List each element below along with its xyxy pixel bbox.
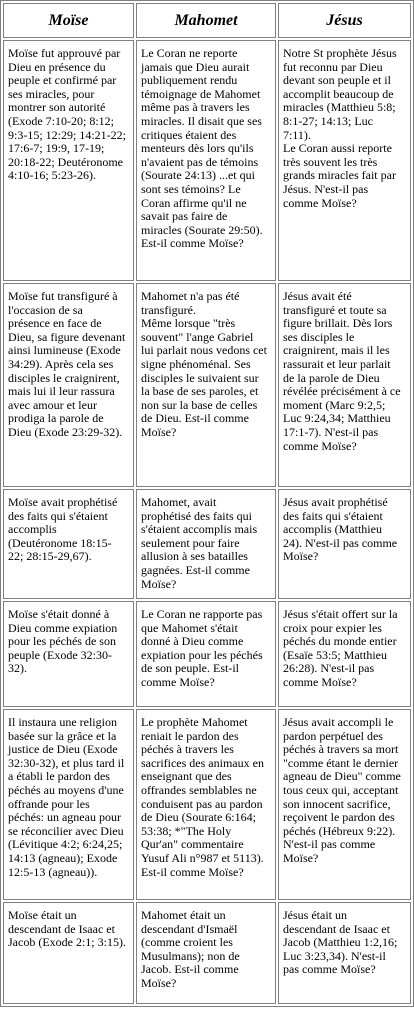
cell-mahomet: Mahomet était un descendant d'Ismaël (comme croient les Musulmans); non de Jacob. Est-il comme Moïse?: [136, 902, 276, 1004]
table-row: [3, 601, 411, 707]
cell-mahomet: Le prophète Mahomet reniait le pardon des péchés à travers les sacrifices des animaux en enseignant que des offrandes semblables ne conduisent pas au pardon de Dieu (Sourate 6:164; 53:38; *"The Holy Qur'an" commentaire Yusuf Ali n°987 et 5113). Est-il comme Moïse?: [136, 709, 276, 900]
table-row: [3, 709, 411, 900]
cell-jesus: Jésus avait été transfiguré et toute sa figure brillait. Dès lors ses disciples le craignirent, mais il les rassurait et leur parlait de la parole de Dieu révélée précisément à ce moment (Marc 9:2,5; Luc 9:24,34; Matthieu 17:1-7). N'est-il pas comme Moïse?: [278, 283, 411, 487]
cell-jesus: Jésus était un descendant de Isaac et Jacob (Matthieu 1:2,16; Luc 3:23,34). N'est-il pas comme Moïse?: [278, 902, 411, 1004]
header-mahomet: Mahomet: [136, 3, 276, 38]
cell-jesus: Notre St prophète Jésus fut reconnu par Dieu devant son peuple et il accomplit beaucoup de miracles (Matthieu 5:8; 8:1-27; 14:13; Luc 7:11). Le Coran aussi reporte très souvent les très grands miracles fait par Jésus. N'est-il pas comme Moïse?: [278, 40, 411, 281]
table-body: [3, 40, 411, 1004]
table-row: [3, 40, 411, 281]
cell-mahomet: Le Coran ne rapporte pas que Mahomet s'était donné à Dieu comme expiation pour les péchés de son peuple. Est-il comme Moïse?: [136, 601, 276, 707]
table-row: [3, 489, 411, 599]
cell-jesus: Jésus s'était offert sur la croix pour expier les péchés du monde entier (Esaïe 53:5; Matthieu 26:28). N'est-il pas comme Moïse?: [278, 601, 411, 707]
header-row: [3, 3, 411, 38]
cell-mahomet: Mahomet n'a pas été transfiguré. Même lorsque "très souvent" l'ange Gabriel lui parlait nous vedons cet signe phénoménal. Ses disciples le suivaient sur la base de ses paroles, et non sur la base de celles de Dieu. Est-il comme Moïse?: [136, 283, 276, 487]
cell-moise: Moïse fut transfiguré à l'occasion de sa présence en face de Dieu, sa figure devenant ainsi lumineuse (Exode 34:29). Après cela ses disciples le craignirent, mais lui il leur rassura avec amour et leur prodiga la parole de Dieu (Exode 23:29-32).: [3, 283, 134, 487]
header-jesus: Jésus: [278, 3, 411, 38]
cell-jesus: Jésus avait prophétisé des faits qui s'étaient accomplis (Matthieu 24). N'est-il pas comme Moïse?: [278, 489, 411, 599]
cell-moise: Il instaura une religion basée sur la grâce et la justice de Dieu (Exode 32:30-32), et plus tard il a établi le pardon des péchés au moyens d'une offrande pour les péchés: un agneau pour se réconcilier avec Dieu (Lévitique 4:2; 6:24,25; 14:13 (agneau); Exode 12:5-13 (agneau)).: [3, 709, 134, 900]
header-moise: Moïse: [3, 3, 134, 38]
cell-mahomet: Le Coran ne reporte jamais que Dieu aurait publiquement rendu témoignage de Mahomet même pas à travers les miracles. Il disait que ses critiques étaient des menteurs dès lors qu'ils n'avaient pas de témoins (Sourate 24:13) ...et qui sont ses témoins? Le Coran affirme qu'il ne savait pas faire de miracles (Sourate 29:50). Est-il comme Moïse?: [136, 40, 276, 281]
cell-jesus: Jésus avait accompli le pardon perpétuel des péchés à travers sa mort "comme étant le dernier agneau de Dieu" comme tous ceux qui, acceptant son innocent sacrifice, reçoivent le pardon des péchés (Hébreux 9:22). N'est-il pas comme Moïse?: [278, 709, 411, 900]
table-row: [3, 283, 411, 487]
cell-mahomet: Mahomet, avait prophétisé des faits qui s'étaient accomplis mais seulement pour faire allusion à ses batailles gagnées. Est-il comme Moïse?: [136, 489, 276, 599]
cell-moise: Moïse fut approuvé par Dieu en présence du peuple et confirmé par ses miracles, pour montrer son autorité (Exode 7:10-20; 8:12; 9:3-15; 12:29; 14:21-22; 17:6-7; 19:9, 17-19; 20:18-22; Deutéronome 4:10-16; 5:23-26).: [3, 40, 134, 281]
cell-moise: Moïse avait prophétisé des faits qui s'étaient accomplis (Deutéronome 18:15-22; 28:15-29,67).: [3, 489, 134, 599]
table-row: [3, 902, 411, 1004]
table-header: [3, 3, 411, 38]
cell-moise: Moïse était un descendant de Isaac et Jacob (Exode 2:1; 3:15).: [3, 902, 134, 1004]
cell-moise: Moïse s'était donné à Dieu comme expiation pour les péchés de son peuple (Exode 32:30-32).: [3, 601, 134, 707]
